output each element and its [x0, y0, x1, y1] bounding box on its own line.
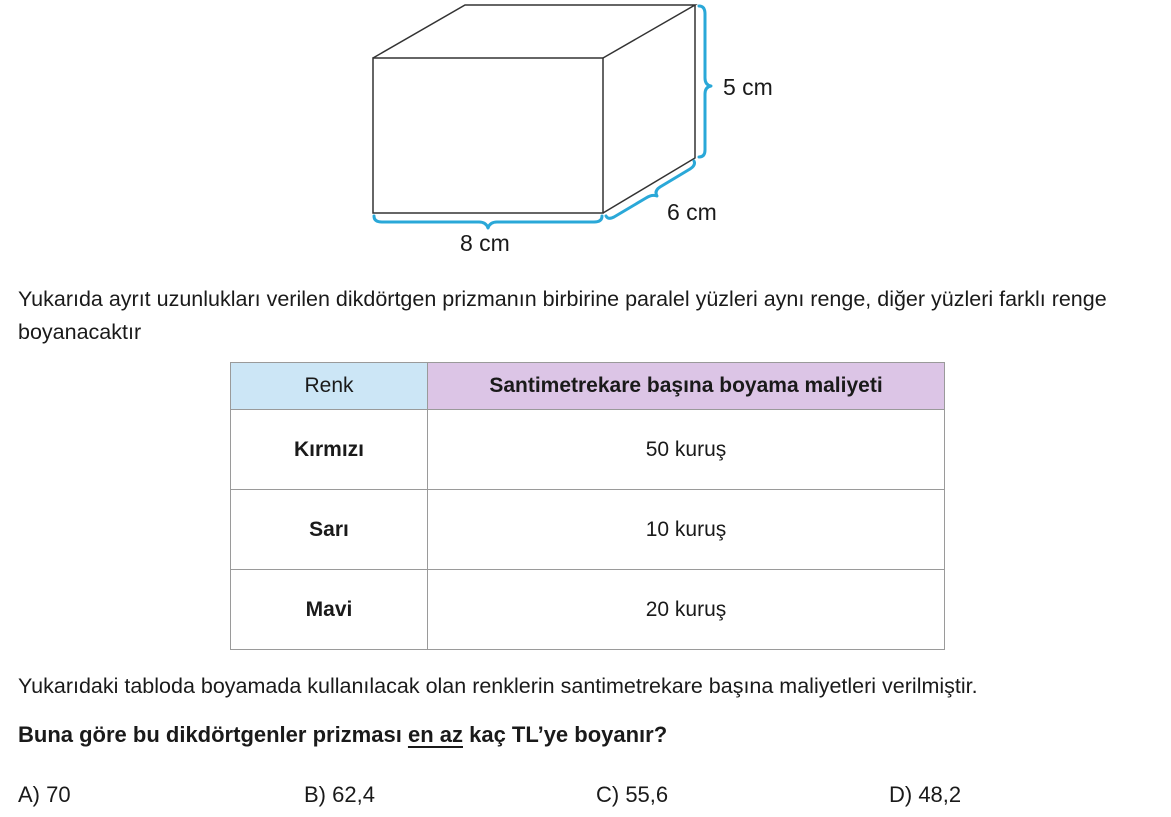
width-label: 8 cm	[460, 230, 510, 256]
prism-top-face	[373, 5, 695, 58]
rectangular-prism-figure	[0, 0, 1171, 270]
row-color: Sarı	[231, 490, 428, 570]
header-cost: Santimetrekare başına boyama maliyeti	[428, 363, 945, 410]
intro-text: Yukarıda ayrıt uzunlukları verilen dikdörtgen prizmanın birbirine paralel yüzleri aynı renge, diğer yüzleri farklı renge boyanacaktır	[18, 287, 1107, 344]
row-cost: 20 kuruş	[428, 570, 945, 650]
option-a[interactable]: A) 70	[18, 782, 71, 807]
prism-front-face	[373, 58, 603, 213]
height-label: 5 cm	[723, 74, 773, 100]
question-underlined: en az	[407, 722, 463, 747]
option-c[interactable]: C) 55,6	[596, 782, 669, 807]
question-before: Buna göre bu dikdörtgenler prizması	[18, 722, 408, 747]
table-header-row	[231, 363, 945, 410]
header-color: Renk	[231, 363, 428, 410]
question-text	[18, 718, 1168, 751]
row-color: Mavi	[231, 570, 428, 650]
table-row	[231, 570, 945, 650]
question-after: kaç TL’ye boyanır?	[462, 722, 668, 747]
row-cost: 10 kuruş	[428, 490, 945, 570]
prism-side-face	[603, 5, 695, 213]
table-row	[231, 490, 945, 570]
table-row	[231, 410, 945, 490]
depth-label: 6 cm	[667, 199, 717, 225]
width-brace	[374, 216, 602, 228]
height-brace	[699, 6, 711, 157]
row-color: Kırmızı	[231, 410, 428, 490]
option-b[interactable]: B) 62,4	[304, 782, 375, 807]
cost-table	[230, 362, 945, 650]
table-note: Yukarıdaki tabloda boyamada kullanılacak olan renklerin santimetrekare başına maliyetleri verilmiştir.	[18, 674, 978, 698]
row-cost: 50 kuruş	[428, 410, 945, 490]
option-d[interactable]: D) 48,2	[889, 782, 962, 807]
